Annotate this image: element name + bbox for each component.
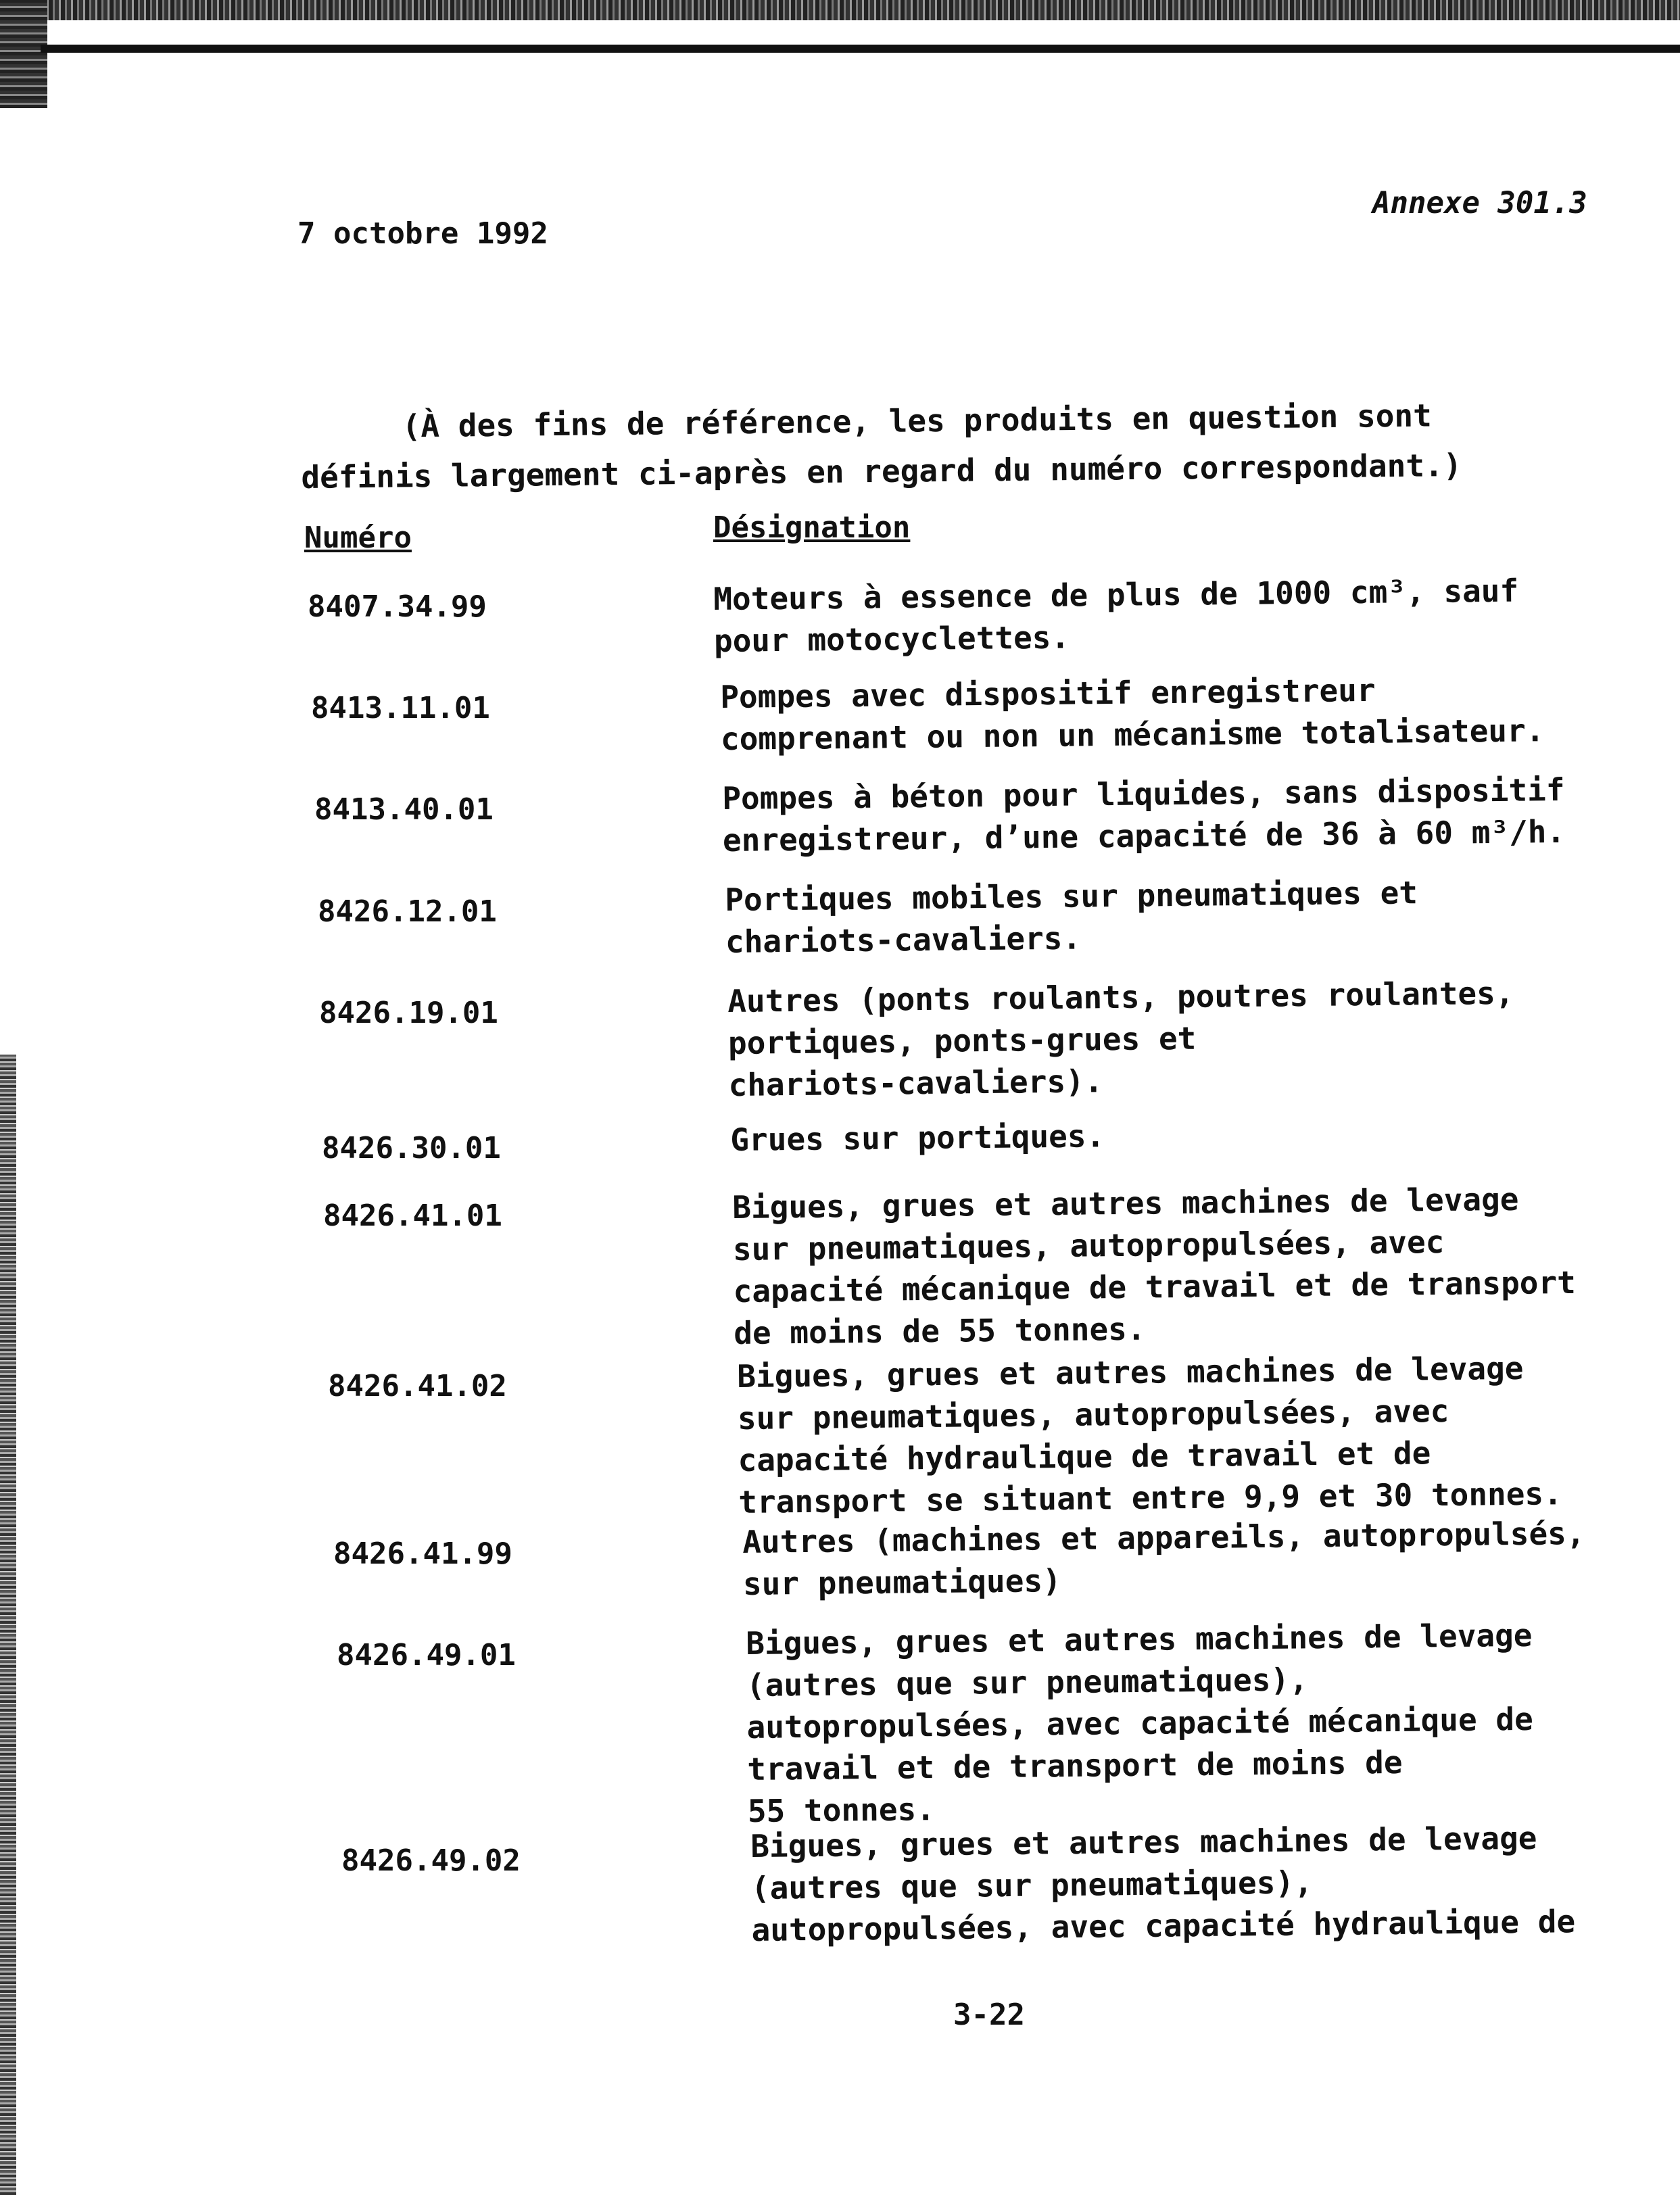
designation-line: sur pneumatiques, autopropulsées, avec [732,1223,1445,1268]
item-number: 8426.19.01 [319,996,498,1030]
scan-border-corner [0,0,47,108]
designation-line: capacité hydraulique de travail et de [738,1434,1431,1478]
item-designation [713,568,1660,662]
item-designation [746,1612,1680,1832]
designation-line: autopropulsées, avec capacité mécanique de [746,1700,1534,1745]
designation-line: enregistreur, d’une capacité de 36 à 60 m³/h. [722,813,1566,859]
item-number: 8413.40.01 [314,792,494,827]
column-header-number: Numéro [304,521,412,555]
designation-line: travail et de transport de moins de [746,1743,1403,1787]
item-designation [720,666,1667,760]
designation-line: chariots-cavaliers. [725,919,1082,960]
item-number: 8426.49.01 [337,1638,516,1672]
item-designation [742,1511,1680,1605]
item-number: 8426.41.99 [333,1537,512,1571]
designation-line: Pompes avec dispositif enregistreur [720,671,1376,715]
item-designation [722,767,1669,861]
designation-line: autopropulsées, avec capacité hydraulique de [751,1903,1576,1948]
designation-line: Grues sur portiques. [730,1117,1105,1158]
item-designation [725,869,1672,963]
item-number: 8426.41.01 [323,1199,502,1233]
designation-line: (autres que sur pneumatiques), [746,1661,1309,1704]
item-designation [737,1345,1680,1523]
designation-line: Autres (ponts roulants, poutres roulantes, [727,974,1514,1019]
item-designation [732,1176,1680,1354]
item-designation [750,1815,1680,1951]
designation-line: 55 tonnes. [747,1791,936,1829]
item-number: 8426.49.02 [341,1843,521,1878]
designation-line: transport se situant entre 9,9 et 30 tonnes. [738,1475,1563,1520]
designation-line: Pompes à béton pour liquides, sans dispositif [722,771,1565,817]
designation-line: comprenant ou non un mécanisme totalisateur. [720,712,1545,757]
designation-line: pour motocyclettes. [713,619,1070,659]
item-number: 8426.12.01 [318,894,497,929]
item-designation [730,1109,1677,1161]
designation-line: de moins de 55 tonnes. [733,1310,1146,1351]
designation-line: Moteurs à essence de plus de 1000 cm³, sauf [713,572,1519,617]
intro-paragraph [300,389,1585,502]
item-number: 8413.11.01 [311,691,490,725]
designation-line: chariots-cavaliers). [728,1063,1103,1103]
scan-border-left [0,1055,16,2195]
designation-line: Bigues, grues et autres machines de levage [750,1819,1537,1864]
item-number: 8407.34.99 [308,589,487,624]
page-number: 3-22 [953,1998,1025,2032]
designation-line: Portiques mobiles sur pneumatiques et [725,874,1418,918]
designation-line: Bigues, grues et autres machines de levage [737,1349,1524,1395]
scan-border-rule [41,45,1680,53]
designation-line: (autres que sur pneumatiques), [750,1864,1314,1906]
item-number: 8426.41.02 [328,1369,507,1403]
intro-line: (À des fins de référence, les produits en question sont [402,397,1433,445]
designation-line: Bigues, grues et autres machines de levage [732,1180,1519,1226]
designation-line: Bigues, grues et autres machines de levage [746,1616,1533,1662]
annex-label: Annexe 301.3 [1372,186,1587,220]
designation-line: capacité mécanique de travail et de transport [733,1263,1577,1309]
column-header-designation: Désignation [713,510,911,545]
designation-line: sur pneumatiques, autopropulsées, avec [737,1392,1449,1437]
item-designation [727,970,1675,1106]
scan-border-top [0,0,1680,20]
designation-line: Autres (machines et appareils, autopropulsés, [742,1514,1585,1560]
intro-line: définis largement ci-après en regard du numéro correspondant.) [301,446,1462,496]
item-number: 8426.30.01 [322,1131,501,1165]
designation-line: sur pneumatiques) [742,1562,1062,1602]
document-date: 7 octobre 1992 [297,216,548,251]
designation-line: portiques, ponts-grues et [727,1019,1197,1061]
